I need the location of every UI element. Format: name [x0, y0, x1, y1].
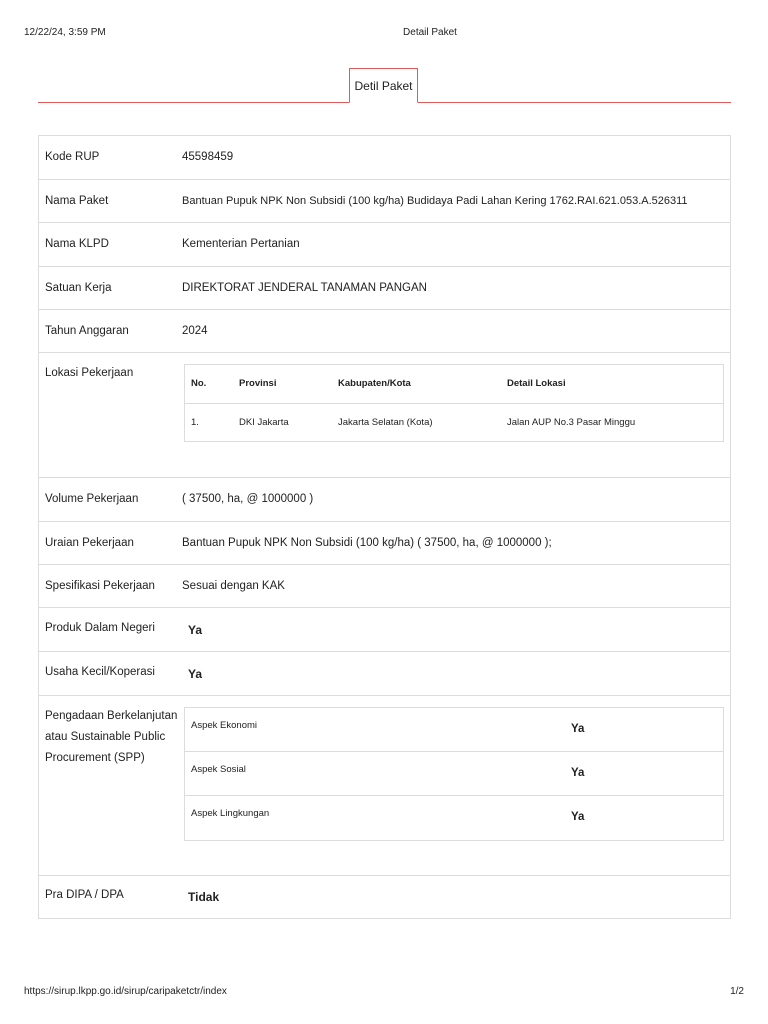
produk-dalam-negeri-value: Ya: [188, 623, 203, 637]
col-detail-lokasi: Detail Lokasi: [501, 365, 723, 403]
uraian-pekerjaan-value: Bantuan Pupuk NPK Non Subsidi (100 kg/ha) ( 37500, ha, @ 1000000 );: [182, 537, 552, 549]
print-url: https://sirup.lkpp.go.id/sirup/caripaketctr/index: [24, 986, 227, 997]
spp-aspect-row: [185, 708, 723, 752]
spp-aspect-value: Ya: [571, 767, 585, 779]
row-volume-pekerjaan: [39, 478, 730, 522]
row-nama-klpd: [39, 223, 730, 267]
pra-dipa-value: Tidak: [188, 890, 220, 904]
satuan-kerja-label: Satuan Kerja: [45, 282, 112, 294]
produk-dalam-negeri-label: Produk Dalam Negeri: [45, 622, 155, 634]
satuan-kerja-value: DIREKTORAT JENDERAL TANAMAN PANGAN: [182, 282, 427, 294]
table-row: [185, 403, 723, 441]
spp-aspect-row: [185, 796, 723, 840]
spp-aspect-name: Aspek Lingkungan: [191, 808, 270, 819]
spp-aspect-name: Aspek Ekonomi: [191, 720, 258, 731]
usaha-kecil-value: Ya: [188, 667, 203, 681]
print-header: [0, 27, 768, 41]
row-satuan-kerja: [39, 267, 730, 310]
tab-detil-paket[interactable]: Detil Paket: [349, 68, 418, 103]
col-provinsi: Provinsi: [233, 365, 332, 403]
kode-rup-label: Kode RUP: [45, 151, 100, 163]
volume-pekerjaan-value: ( 37500, ha, @ 1000000 ): [182, 493, 314, 505]
lokasi-header-row: [185, 365, 723, 403]
lokasi-kabupaten: Jakarta Selatan (Kota): [338, 416, 433, 428]
volume-pekerjaan-label: Volume Pekerjaan: [45, 493, 139, 505]
lokasi-no: 1.: [191, 416, 199, 428]
col-no: No.: [185, 365, 233, 403]
row-pra-dipa: [39, 876, 730, 918]
row-spesifikasi-pekerjaan: [39, 565, 730, 608]
print-title: Detail Paket: [403, 27, 457, 38]
row-produk-dalam-negeri: [39, 608, 730, 652]
print-datetime: 12/22/24, 3:59 PM: [24, 27, 106, 38]
lokasi-provinsi: DKI Jakarta: [239, 416, 289, 428]
lokasi-table: [184, 364, 724, 442]
nama-klpd-label: Nama KLPD: [45, 238, 109, 250]
row-lokasi-pekerjaan: [39, 353, 730, 478]
uraian-pekerjaan-label: Uraian Pekerjaan: [45, 537, 134, 549]
nama-paket-value: Bantuan Pupuk NPK Non Subsidi (100 kg/ha) Budidaya Padi Lahan Kering 1762.RAI.621.053.A.526311: [182, 195, 688, 207]
row-tahun-anggaran: [39, 310, 730, 353]
spp-aspect-row: [185, 752, 723, 796]
spp-aspect-name: Aspek Sosial: [191, 764, 246, 775]
spesifikasi-pekerjaan-label: Spesifikasi Pekerjaan: [45, 580, 155, 592]
spp-aspect-value: Ya: [571, 811, 585, 823]
row-uraian-pekerjaan: [39, 522, 730, 565]
pra-dipa-label: Pra DIPA / DPA: [45, 889, 124, 901]
nama-klpd-value: Kementerian Pertanian: [182, 238, 300, 250]
tahun-anggaran-value: 2024: [182, 325, 208, 337]
print-footer: [0, 986, 768, 1000]
usaha-kecil-label: Usaha Kecil/Koperasi: [45, 666, 155, 678]
kode-rup-value: 45598459: [182, 151, 234, 163]
row-usaha-kecil: [39, 652, 730, 696]
tab-bar: [38, 68, 731, 103]
page-number: 1/2: [730, 986, 744, 997]
nama-paket-label: Nama Paket: [45, 195, 109, 207]
spp-label: Pengadaan Berkelanjutan atau Sustainable Public Procurement (SPP): [45, 710, 178, 764]
row-kode-rup: [39, 136, 730, 180]
spp-table: [184, 707, 724, 841]
spp-aspect-value: Ya: [571, 723, 585, 735]
spesifikasi-pekerjaan-value: Sesuai dengan KAK: [182, 580, 285, 592]
lokasi-detail: Jalan AUP No.3 Pasar Minggu: [507, 416, 636, 428]
row-nama-paket: [39, 180, 730, 223]
detail-table: [38, 135, 731, 919]
lokasi-pekerjaan-label: Lokasi Pekerjaan: [45, 367, 134, 379]
row-spp: [39, 696, 730, 876]
tahun-anggaran-label: Tahun Anggaran: [45, 325, 129, 337]
col-kabupaten-kota: Kabupaten/Kota: [332, 365, 501, 403]
